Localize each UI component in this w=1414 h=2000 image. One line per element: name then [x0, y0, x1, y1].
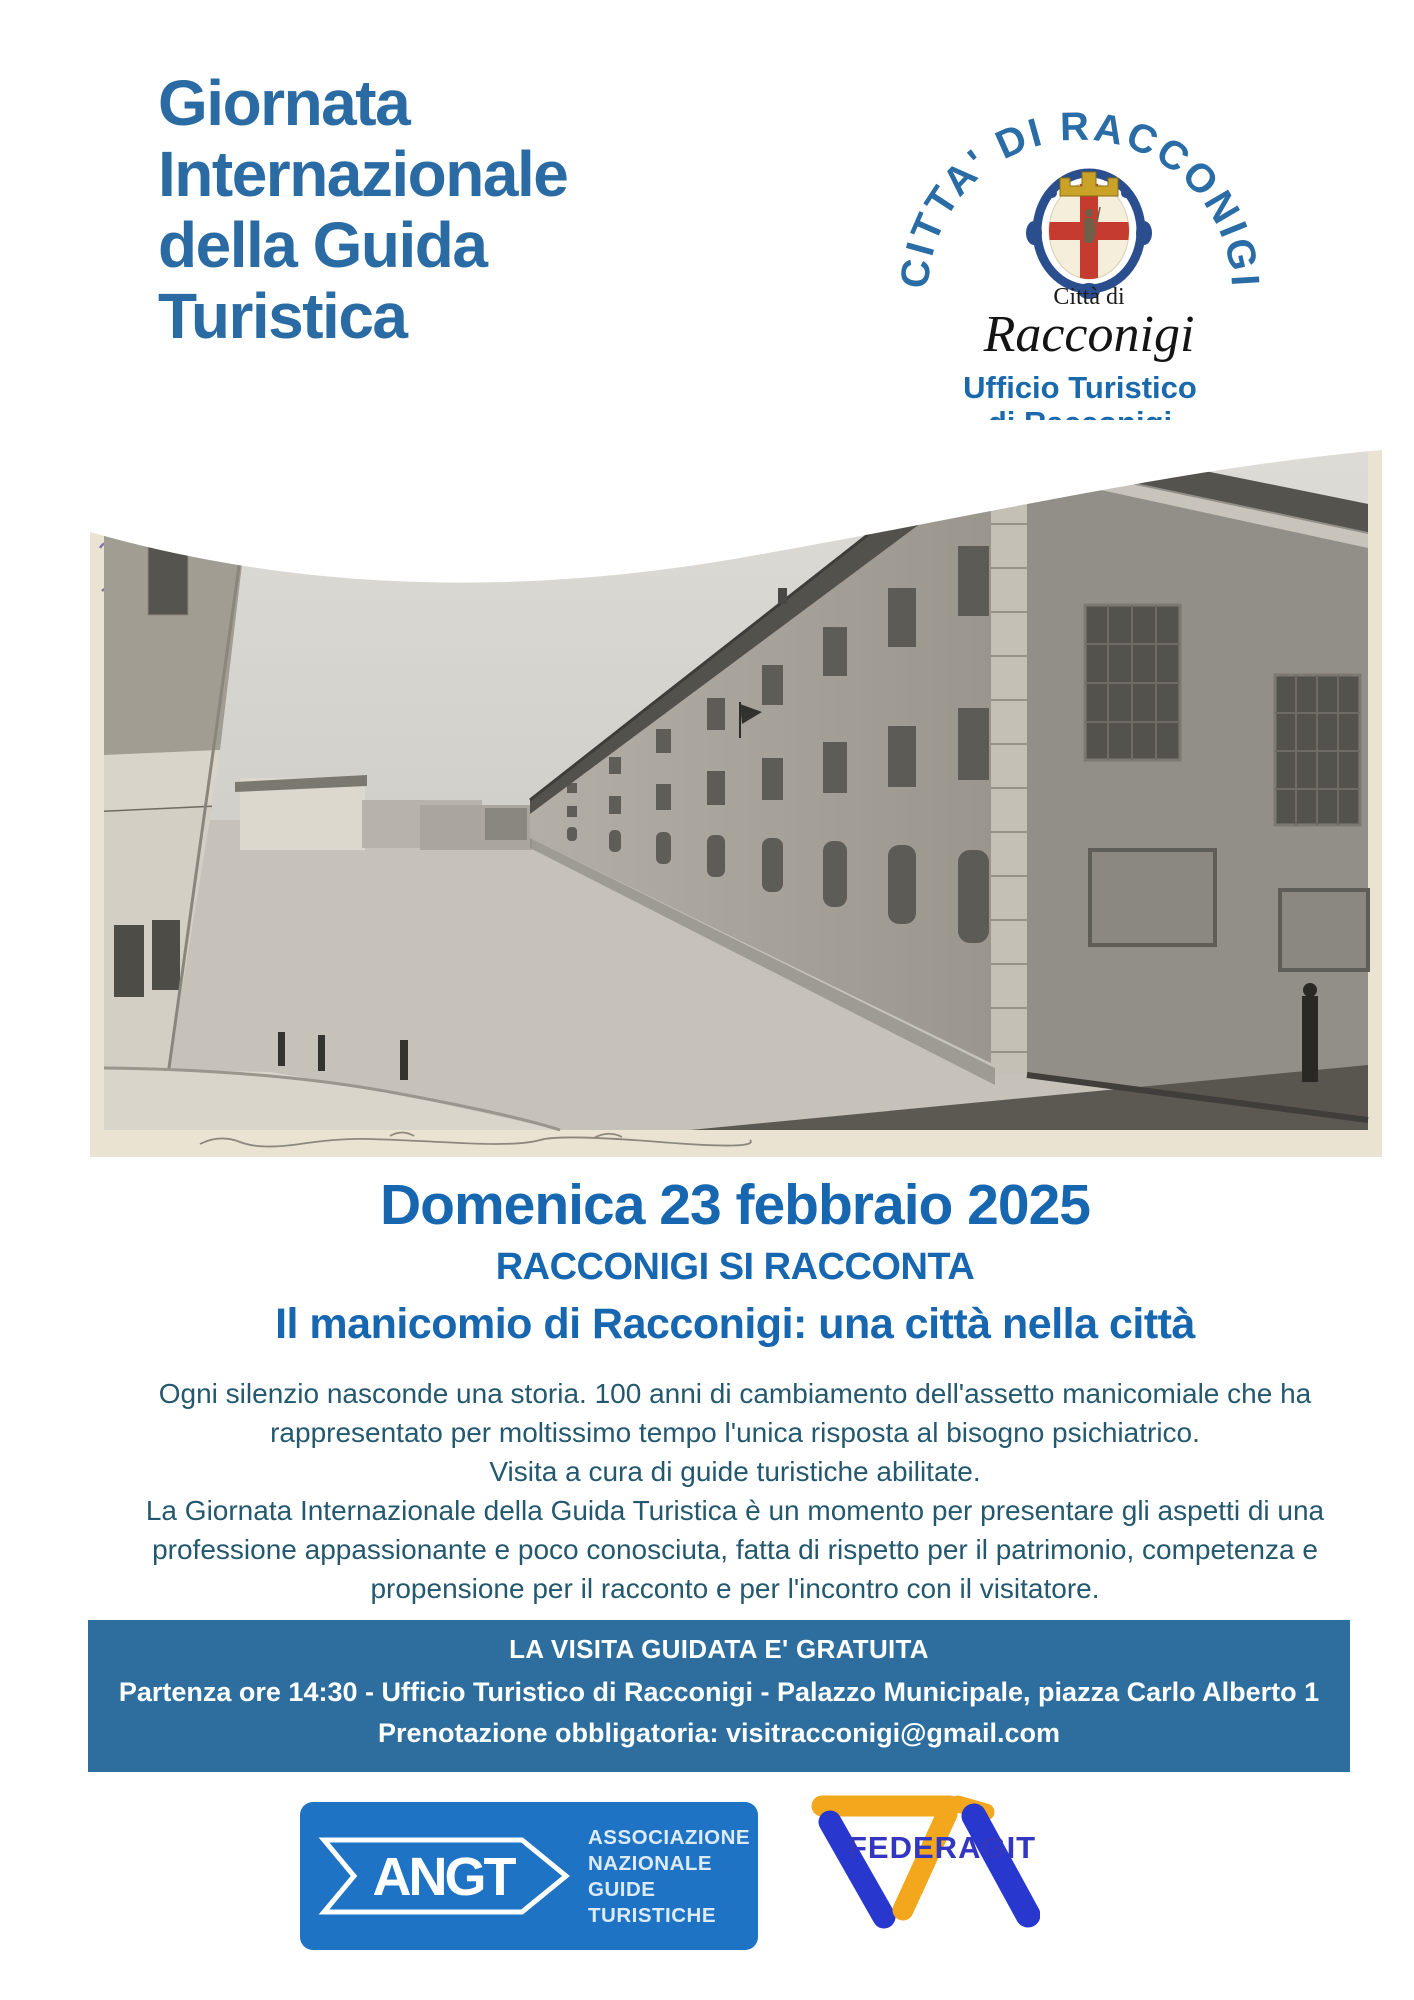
description-line-5: professione appassionante e poco conosciuta, fatta di rispetto per il patrimonio, competenza e	[152, 1534, 1318, 1565]
title-line-2: Internazionale	[158, 138, 568, 210]
historic-photo	[90, 420, 1382, 1157]
description-line-1: Ogni silenzio nasconde una storia. 100 anni di cambiamento dell'assetto manicomiale che ha	[158, 1378, 1312, 1409]
title-line-3: della Guida	[158, 209, 487, 281]
agt-text-line-2: NAZIONALE	[588, 1852, 713, 1875]
city-logo-block	[880, 55, 1280, 440]
event-series: RACCONIGI SI RACCONTA	[495, 1246, 975, 1288]
banner-booking: Prenotazione obbligatoria: visitracconigi@gmail.com	[378, 1718, 1060, 1748]
poster-title	[158, 68, 567, 352]
office-line-1: Ufficio Turistico	[963, 370, 1197, 405]
description-line-3: Visita a cura di guide turistiche abilitate.	[489, 1456, 981, 1487]
corner-pedestrian	[1302, 983, 1318, 1082]
arc-text: CITTA' DI RACCONIGI	[892, 104, 1268, 291]
agt-text-line-1: ASSOCIAZIONE	[588, 1826, 751, 1849]
agt-text-line-4: TURISTICHE	[588, 1904, 716, 1927]
municipal-crest-icon	[1026, 172, 1152, 299]
description-line-6: propensione per il racconto e per l'incontro con il visitatore.	[370, 1573, 1100, 1604]
event-description	[60, 1374, 1410, 1608]
title-line-1: Giornata	[158, 67, 410, 139]
description-line-2: rappresentato per moltissimo tempo l'unica risposta al bisogno psichiatrico.	[270, 1417, 1200, 1448]
banner-departure: Partenza ore 14:30 - Ufficio Turistico di Racconigi - Palazzo Municipale, piazza Carlo Alberto 1	[118, 1677, 1320, 1707]
city-logo	[880, 55, 1280, 367]
agt-text-line-3: GUIDE	[588, 1878, 656, 1901]
federagit-logo	[800, 1782, 1040, 1930]
event-date: Domenica 23 febbraio 2025	[380, 1173, 1090, 1237]
banner-free-visit: LA VISITA GUIDATA E' GRATUITA	[509, 1634, 929, 1664]
event-subject: Il manicomio di Racconigi: una città nella città	[275, 1300, 1195, 1348]
agt-logo	[300, 1802, 758, 1950]
crest-caption-small: Città di	[1053, 284, 1125, 310]
info-banner	[88, 1620, 1350, 1772]
agt-monogram: ANGT	[372, 1847, 514, 1907]
description-line-4: La Giornata Internazionale della Guida Turistica è un momento per presentare gli aspetti di una	[145, 1495, 1325, 1526]
title-line-4: Turistica	[158, 280, 407, 352]
crest-caption-script: Racconigi	[983, 306, 1195, 363]
federagit-label: FEDERAGIT	[848, 1830, 1037, 1865]
